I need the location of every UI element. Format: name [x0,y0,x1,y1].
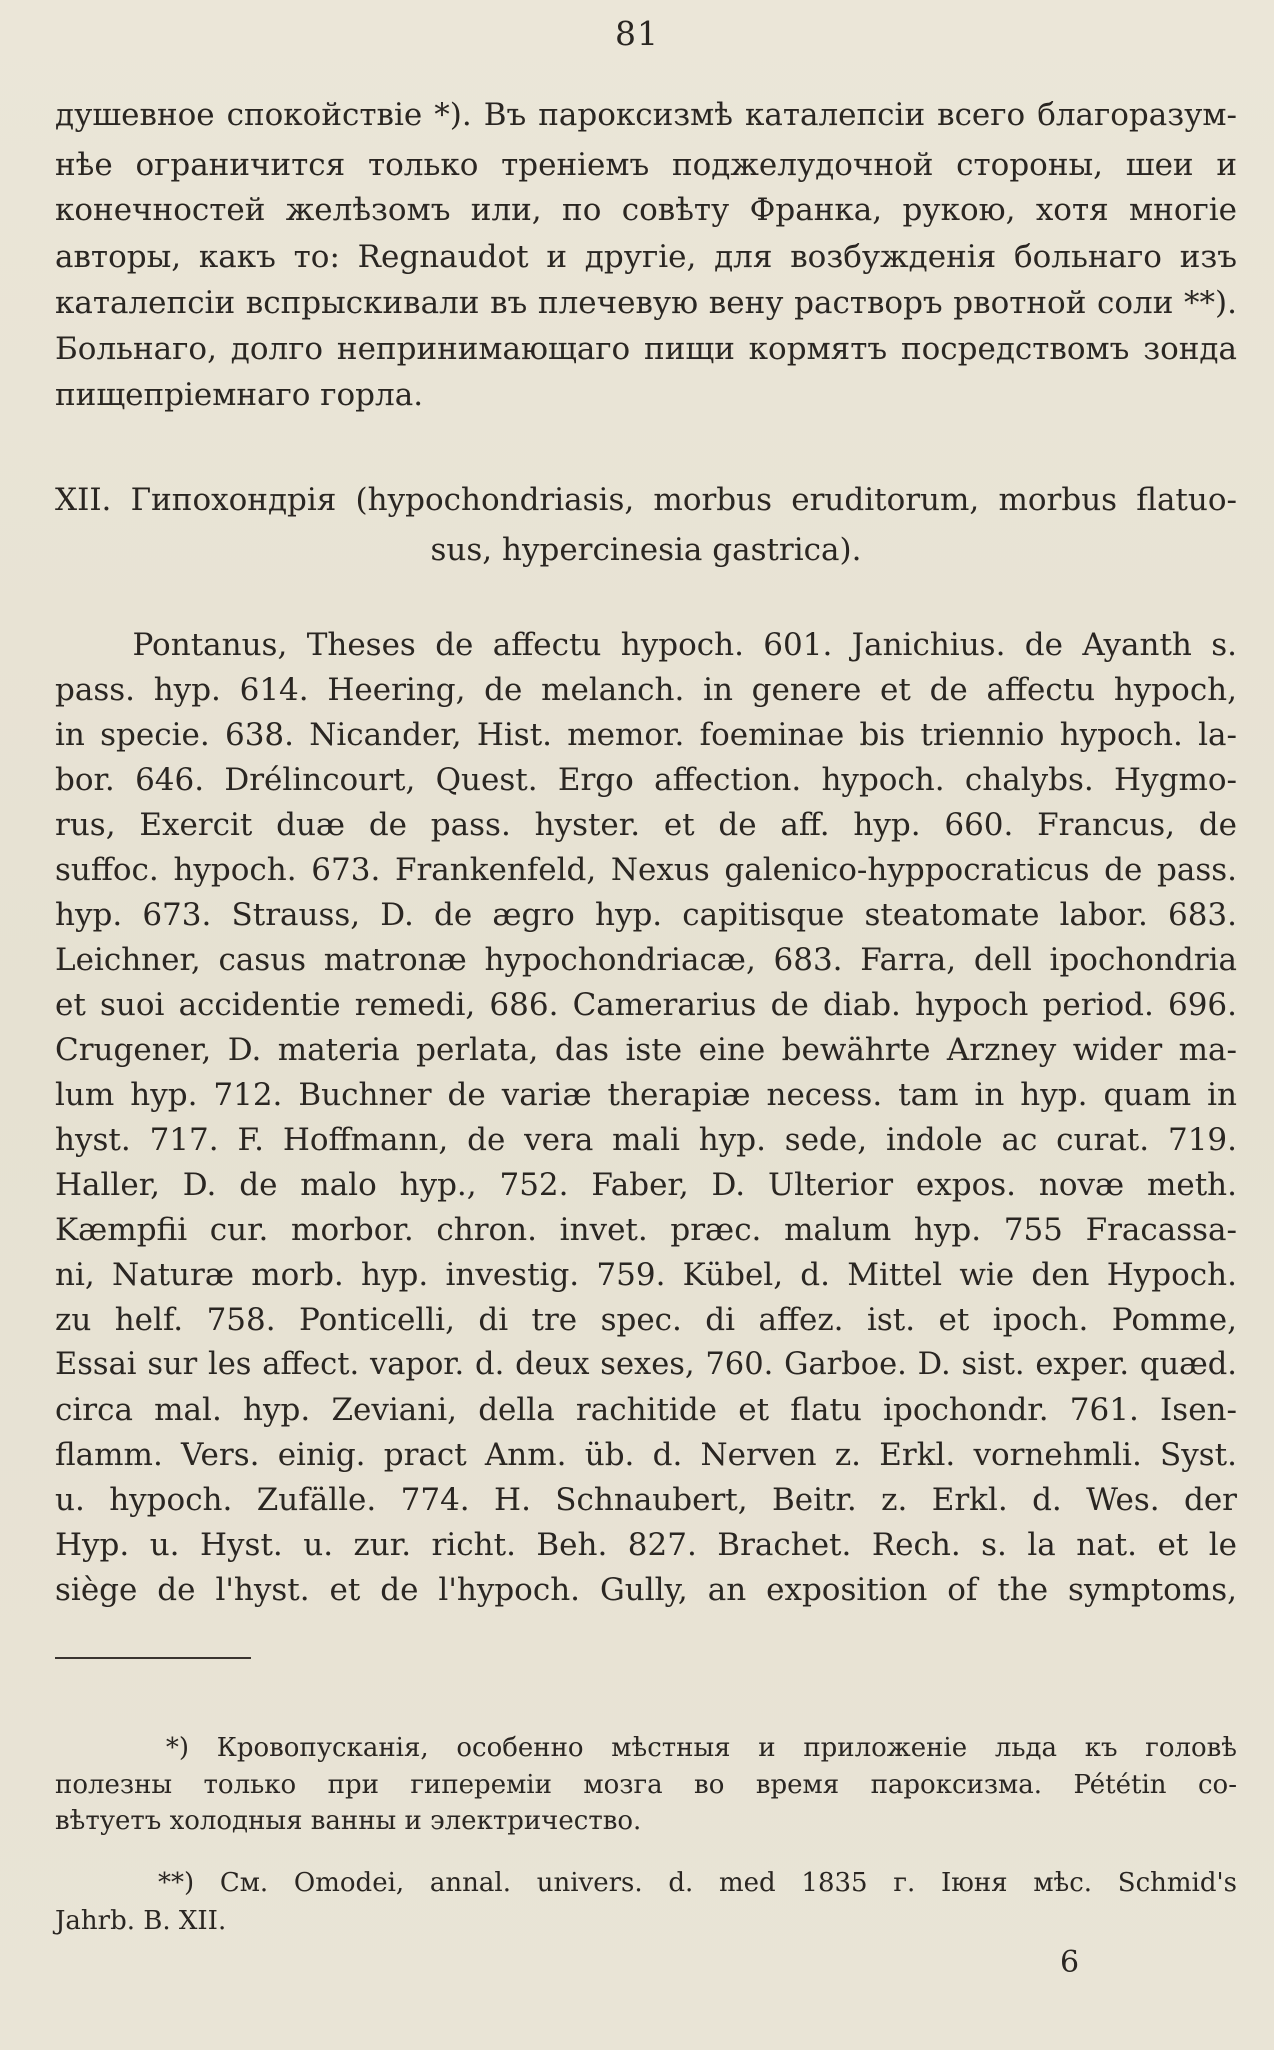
bibliography-line: Haller, D. de malo hyp., 752. Faber, D. Ulterior expos. novæ meth. [55,1167,1237,1203]
bibliography-line: Kæmpfii cur. morbor. chron. invet. præc. malum hyp. 755 Fracassa- [55,1212,1237,1248]
text-line: душевное спокойствіе *). Въ пароксизмѣ каталепсіи всего благоразум- [55,97,1237,133]
text-line: нѣе ограничится только треніемъ поджелудочной стороны, шеи и [55,147,1237,183]
footnote-divider [55,1657,251,1659]
bibliography-line: suffoc. hypoch. 673. Frankenfeld, Nexus galenico-hyppocraticus de pass. [55,852,1237,888]
text-line: авторы, какъ то: Regnaudot и другіе, для возбужденія больнаго изъ [55,239,1237,275]
page-number: 81 [615,14,659,53]
footnote-line: вѣтуетъ холодныя ванны и электричество. [55,1806,642,1836]
footnote-line: Jahrb. B. XII. [55,1906,227,1936]
bibliography-line: Essai sur les affect. vapor. d. deux sexes, 760. Garboe. D. sist. exper. quæd. [55,1347,1237,1382]
bibliography-line: lum hyp. 712. Buchner de variæ therapiæ necess. tam in hyp. quam in [55,1077,1237,1113]
text-line: Больнаго, долго непринимающаго пищи кормятъ посредствомъ зонда [55,331,1237,367]
bibliography-line: u. hypoch. Zufälle. 774. H. Schnaubert, Beitr. z. Erkl. d. Wes. der [55,1482,1237,1518]
bibliography-line: flamm. Vers. einig. pract Anm. üb. d. Nerven z. Erkl. vornehmli. Syst. [55,1437,1237,1473]
bibliography-line: bor. 646. Drélincourt, Quest. Ergo affection. hypoch. chalybs. Hygmo- [55,762,1237,798]
bibliography-line: circa mal. hyp. Zeviani, della rachitide et flatu ipochondr. 761. Isen- [55,1392,1237,1428]
signature-mark: 6 [1060,1945,1080,1980]
bibliography-line: hyst. 717. F. Hoffmann, de vera mali hyp. sede, indole ac curat. 719. [55,1122,1237,1158]
section-heading-line: XII. Гипохондрія (hypochondriasis, morbus eruditorum, morbus flatuo- [55,482,1237,518]
text-line: каталепсіи вспрыскивали въ плечевую вену растворъ рвотной соли **). [55,285,1237,321]
bibliography-line: zu helf. 758. Ponticelli, di tre spec. di affez. ist. et ipoch. Pomme, [55,1302,1237,1338]
bibliography-line: hyp. 673. Strauss, D. de ægro hyp. capitisque steatomate labor. 683. [55,897,1237,933]
section-heading-line: sus, hypercinesia gastrica). [430,532,862,568]
footnote-line: **) См. Omodei, annal. univers. d. med 1835 г. Іюня мѣс. Schmid's [55,1868,1237,1898]
footnote-line: *) Кровопусканія, особенно мѣстныя и приложеніе льда къ головѣ [55,1733,1237,1763]
text-line: конечностей желѣзомъ или, по совѣту Франка, рукою, хотя многіе [55,192,1237,228]
bibliography-line: ni, Naturæ morb. hyp. investig. 759. Kübel, d. Mittel wie den Hypoch. [55,1257,1237,1293]
text-line: пищепріемнаго горла. [55,377,424,413]
bibliography-line: in specie. 638. Nicander, Hist. memor. foeminae bis triennio hypoch. la- [55,717,1237,753]
footnote-line: полезны только при гипереміи мозга во время пароксизма. Pététin со- [55,1770,1237,1800]
bibliography-line: Crugener, D. materia perlata, das iste eine bewährte Arzney wider ma- [55,1032,1237,1068]
bibliography-line: Hyp. u. Hyst. u. zur. richt. Beh. 827. Brachet. Rech. s. la nat. et le [55,1527,1237,1563]
bibliography-line: siège de l'hyst. et de l'hypoch. Gully, an exposition of the symptoms, [55,1572,1237,1608]
bibliography-line: Leichner, casus matronæ hypochondriacæ, 683. Farra, dell ipochondria [55,942,1237,978]
bibliography-line: pass. hyp. 614. Heering, de melanch. in genere et de affectu hypoch, [55,672,1237,708]
bibliography-line: Pontanus, Theses de affectu hypoch. 601. Janichius. de Ayanth s. [55,627,1237,663]
bibliography-line: et suoi accidentie remedi, 686. Camerarius de diab. hypoch period. 696. [55,987,1237,1023]
bibliography-line: rus, Exercit duæ de pass. hyster. et de aff. hyp. 660. Francus, de [55,807,1237,843]
